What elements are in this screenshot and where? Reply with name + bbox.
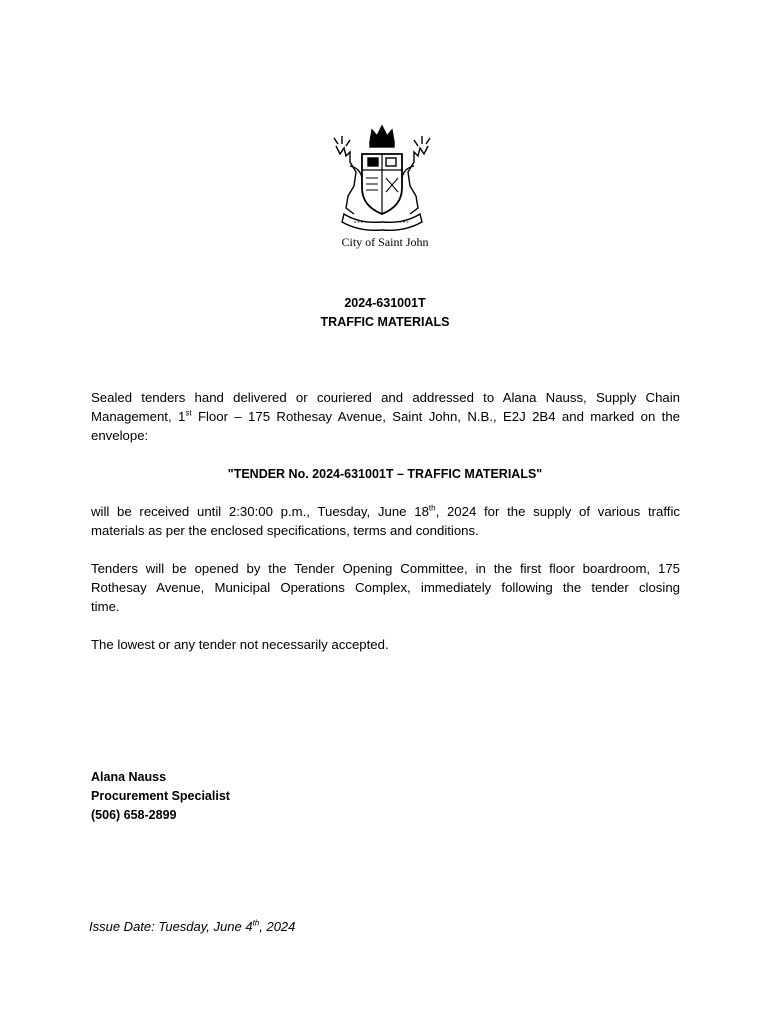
paragraph-line: materials as per the enclosed specifications, terms and conditions. [91, 523, 479, 538]
signatory-title: Procurement Specialist [91, 789, 230, 803]
paragraph-line: Rothesay Avenue, Municipal Operations Complex, immediately following the tender closing [91, 580, 680, 595]
city-coat-of-arms-icon [330, 122, 434, 234]
paragraph-line: The lowest or any tender not necessarily accepted. [91, 637, 389, 652]
issue-date: Issue Date: Tuesday, June 4th, 2024 [89, 918, 296, 934]
tender-title: TRAFFIC MATERIALS [320, 315, 450, 329]
signatory-name: Alana Nauss [91, 770, 167, 784]
paragraph-line: envelope: [91, 428, 149, 443]
paragraph-line: Management, 1st Floor – 175 Rothesay Avenue, Saint John, N.B., E2J 2B4 and marked on the [91, 408, 680, 424]
tender-number: 2024-631001T [344, 296, 426, 310]
paragraph-line: time. [91, 599, 120, 614]
paragraph-deadline [91, 502, 680, 540]
signatory-phone: (506) 658-2899 [91, 808, 177, 822]
city-name: City of Saint John [341, 235, 429, 249]
paragraph-opening [91, 559, 680, 616]
paragraph-line: will be received until 2:30:00 p.m., Tuesday, June 18th, 2024 for the supply of various traffic [91, 503, 680, 519]
tender-label: "TENDER No. 2024-631001T – TRAFFIC MATERIALS" [227, 467, 543, 481]
paragraph-submission [91, 388, 680, 445]
paragraph-line: Sealed tenders hand delivered or couriered and addressed to Alana Nauss, Supply Chain [91, 390, 680, 405]
paragraph-line: Tenders will be opened by the Tender Opening Committee, in the first floor boardroom, 175 [91, 561, 680, 576]
paragraph-disclaimer [91, 635, 680, 654]
